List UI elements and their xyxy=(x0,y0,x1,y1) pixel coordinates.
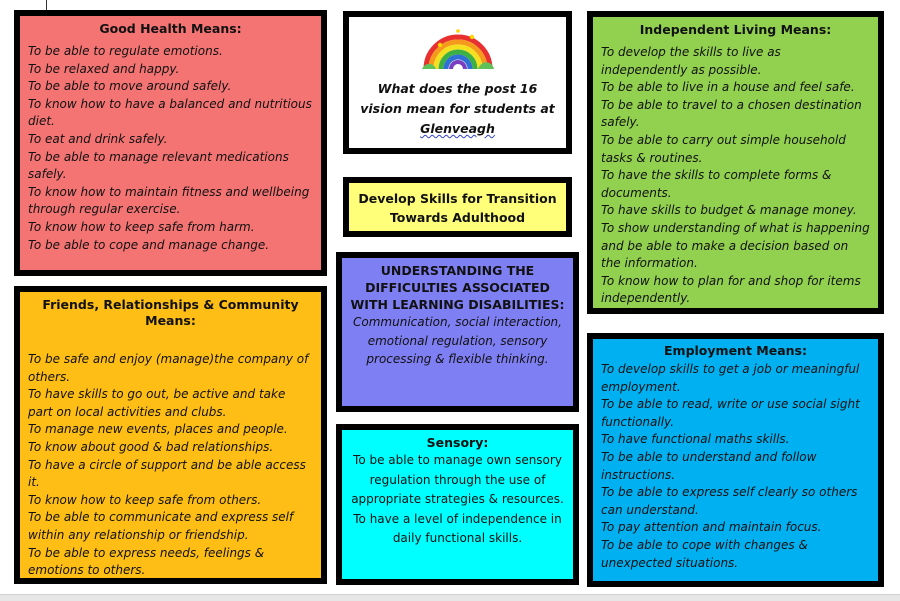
list-item: To know how to maintain fitness and wellbeing through regular exercise. xyxy=(28,184,310,217)
list-item: To pay attention and maintain focus. xyxy=(601,520,822,535)
employment-box xyxy=(587,333,884,587)
good-health-list xyxy=(28,43,313,254)
list-item: To develop the skills to live as independently as possible. xyxy=(601,45,781,77)
list-item: To be able to manage relevant medications safely. xyxy=(28,149,289,182)
list-item: To be relaxed and happy. xyxy=(28,61,180,76)
independent-living-box xyxy=(587,11,884,314)
understanding-heading: UNDERSTANDING THE DIFFICULTIES ASSOCIATED WITH LEARNING DISABILITIES: xyxy=(350,263,565,312)
list-item: To be able to express needs, feelings & emotions to others. xyxy=(28,545,265,578)
list-item: To develop skills to get a job or meaningful employment. xyxy=(601,362,860,394)
list-item: To be able to cope with changes & unexpected situations. xyxy=(601,537,808,570)
title-question xyxy=(357,79,558,139)
good-health-box xyxy=(14,10,327,276)
list-item: To have skills to go out, be active and take part on local activities and clubs. xyxy=(28,387,286,419)
rainbow-icon xyxy=(420,23,496,73)
list-item: To know how to keep safe from others. xyxy=(28,492,262,507)
sensory-box xyxy=(336,424,579,585)
list-item: To be able to move around safely. xyxy=(28,79,232,94)
list-item: To be able to understand and follow instructions. xyxy=(601,449,817,482)
list-item: To know how to keep safe from harm. xyxy=(28,219,255,234)
good-health-heading: Good Health Means: xyxy=(99,21,242,36)
list-item: To be able to express self clearly so others can understand. xyxy=(601,485,858,517)
list-item: To have skills to budget & manage money. xyxy=(601,203,857,218)
list-item: To have the skills to complete forms & documents. xyxy=(601,168,832,200)
list-item: To have a level of independence in daily functional skills. xyxy=(353,511,562,545)
list-item: To eat and drink safely. xyxy=(28,131,168,146)
sensory-heading: Sensory: xyxy=(426,435,489,450)
independent-heading: Independent Living Means: xyxy=(639,22,832,37)
list-item: To be able to regulate emotions. xyxy=(28,44,223,58)
list-item: To be able to communicate and express self within any relationship or friendship. xyxy=(28,510,294,542)
school-name: Glenveagh xyxy=(420,121,495,136)
employment-heading: Employment Means: xyxy=(664,343,807,358)
friends-heading: Friends, Relationships & Community Means: xyxy=(42,297,299,328)
list-item: To know how to have a balanced and nutritious diet. xyxy=(28,96,312,129)
list-item: To have a circle of support and be able access it. xyxy=(28,457,306,490)
title-line: What does the post 16 vision mean for students at xyxy=(360,81,555,116)
understanding-box xyxy=(336,252,579,412)
list-item: To know how to plan for and shop for items independently. xyxy=(601,273,861,306)
transition-box xyxy=(343,177,572,237)
sensory-list xyxy=(350,451,565,549)
list-item: To be able to travel to a chosen destination safely. xyxy=(601,97,862,130)
list-item: To be able to manage own sensory regulation through the use of appropriate strategies & resources. xyxy=(351,453,564,506)
transition-text: Develop Skills for Transition Towards Adulthood xyxy=(358,191,557,225)
list-item: To be able to live in a house and feel safe. xyxy=(601,80,855,95)
list-item: To have functional maths skills. xyxy=(601,432,790,447)
employment-list xyxy=(601,361,870,572)
independent-list xyxy=(601,44,870,308)
list-item: To manage new events, places and people. xyxy=(28,422,288,437)
friends-relationships-box xyxy=(14,286,327,584)
friends-list xyxy=(28,351,313,580)
list-item: To know about good & bad relationships. xyxy=(28,439,274,454)
list-item: To be safe and enjoy (manage)the company of others. xyxy=(28,352,309,384)
list-item: To be able to cope and manage change. xyxy=(28,237,270,252)
list-item: To be able to carry out simple household tasks & routines. xyxy=(601,132,846,165)
title-box xyxy=(343,11,572,154)
list-item: To be able to read, write or use social sight functionally. xyxy=(601,397,860,429)
list-item: To show understanding of what is happening and be able to make a decision based on the information. xyxy=(601,220,870,271)
understanding-text: Communication, social interaction, emotional regulation, sensory processing & flexible thinking. xyxy=(353,315,562,366)
